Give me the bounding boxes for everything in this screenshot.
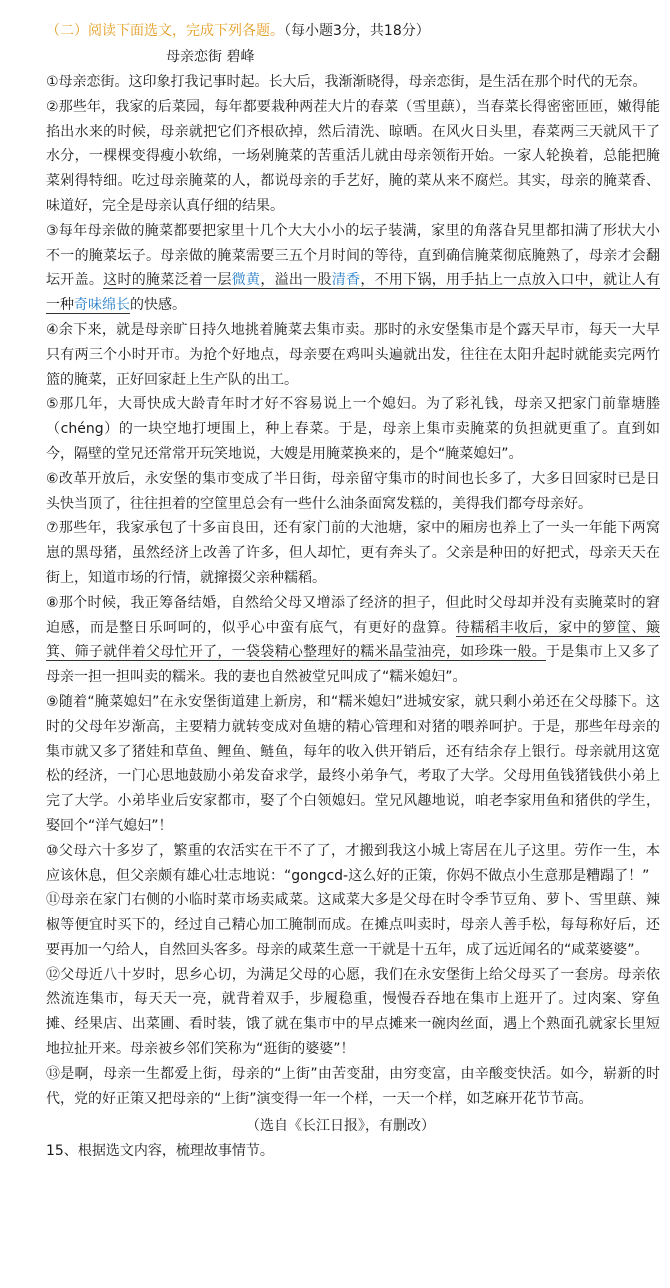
paragraph-13: ⑬是啊，母亲一生都爱上街，母亲的“上街”由苦变甜，由穷变富，由辛酸变快活。如今，崭新的时代，党的好正策又把母亲的“上街”演变得一年一个样，一天一个样，如芝麻开花节节高。 bbox=[46, 1065, 660, 1107]
paragraph-8-text: ⑧那个时候，我正筹备结婚，自然给父母又增添了经济的担子，但此时父母却并没有卖腌菜时的窘迫感，而是整日乐呵呵的，似乎心中蛮有底气，有更好的盘算。 bbox=[46, 594, 660, 636]
highlight-qiweimianchang: 奇味绵长 bbox=[74, 297, 130, 314]
paragraph-3-end: 的快感。 bbox=[130, 297, 186, 314]
underlined-part-3: ，不用下锅，用手拈上一点放入口中，就让人有一种 bbox=[46, 272, 661, 314]
paragraph-8-underlined: 待糯稻丰收后，家中的箩筐、簸箕、筛子就伴着父母忙开了，一袋袋精心整理好的糯米晶莹油亮，如珍珠一般。 bbox=[46, 619, 661, 661]
section-header bbox=[46, 18, 430, 44]
paragraph-3 bbox=[46, 219, 660, 318]
paragraph-7: ⑦那些年，我家承包了十多亩良田，还有家门前的大池塘，家中的厢房也养上了一头一年能下两窝崽的黑母猪，虽然经济上改善了许多，但人却忙，更有奔头了。父亲是种田的好把式，母亲天天在街上，知道市场的行情，就撺掇父亲种糯稻。 bbox=[46, 520, 660, 586]
paragraph-3-text: ③每年母亲做的腌菜都要把家里十几个大大小小的坛子装满，家里的角落旮旯里都扣满了形状大小不一的腌菜坛子。母亲做的腌菜需要三五个月时间的等待，直到确信腌菜彻底腌熟了，母亲才会翻坛开盖。 bbox=[46, 222, 660, 289]
underlined-part-1: 这时的腌菜泛着一层 bbox=[103, 272, 232, 289]
article-body bbox=[46, 70, 660, 1163]
paragraph-8-end: 于是集市上又多了母亲一担一担叫卖的糯米。我的妻也自然被堂兄叫成了“糯米媳妇”。 bbox=[46, 644, 660, 686]
section-header-score: （每小题3分，共18分） bbox=[284, 23, 430, 39]
highlight-weihuang: 微黄 bbox=[231, 272, 261, 289]
paragraph-5: ⑤那几年，大哥快成大龄青年时才好不容易说上一个媳妇。为了彩礼钱，母亲又把家门前靠塘塍（chéng）的一块空地打埂围上，种上春菜。于是，母亲上集市卖腌菜的负担就更重了。直到如今，隔壁的堂兄还常常开玩笑地说，大嫂是用腌菜换来的，是个“腌菜媳妇”。 bbox=[46, 396, 660, 462]
paragraph-10: ⑩父母六十多岁了，繁重的农活实在干不了了，才搬到我这小城上寄居在儿子这里。劳作一生，本应该休息，但父亲颇有雄心壮志地说：“gongcd-这么好的正策，你妈不做点小生意那是糟蹋了！” bbox=[46, 842, 660, 884]
paragraph-2: ②那些年，我家的后菜园，每年都要栽种两茬大片的春菜（雪里蕻），当春菜长得密密匝匝，嫩得能掐出水来的时候，母亲就把它们齐根砍掉，然后清洗、晾晒。在风火日头里，春菜两三天就风干了水分，一棵棵变得瘦小软绵，一场剁腌菜的苦重活儿就由母亲领衔开始。一家人轮换着，总能把腌菜剁得特细。吃过母亲腌菜的人，都说母亲的手艺好，腌的菜从来不腐烂。其实，母亲的腌菜香、味道好，完全是母亲认真仔细的结果。 bbox=[46, 98, 660, 214]
paragraph-9: ⑨随着“腌菜媳妇”在永安堡街道建上新房，和“糯米媳妇”进城安家，就只剩小弟还在父母膝下。这时的父母年岁渐高，主要精力就转变成对鱼塘的精心管理和对猪的喂养呵护。于是，那些年母亲的集市就又多了猪娃和草鱼、鲤鱼、鲢鱼，每年的收入供开销后，还有结余存上银行。母亲就用这宽松的经济，一门心思地鼓励小弟发奋求学，最终小弟争气，考取了大学。父母用鱼钱猪钱供小弟上完了大学。小弟毕业后安家都市，娶了个白领媳妇。堂兄风趣地说，咱老李家用鱼和猪供的学生，娶回个“洋气媳妇”！ bbox=[46, 693, 660, 834]
article-source: （选自《长江日报》，有删改） bbox=[246, 1118, 435, 1135]
paragraph-8 bbox=[46, 591, 660, 690]
article-title: 母亲恋街 碧峰 bbox=[166, 49, 255, 65]
section-header-instruction: （二）阅读下面选文，完成下列各题。 bbox=[46, 23, 284, 39]
underlined-part-2: ，溢出一股 bbox=[260, 272, 332, 289]
highlight-qingxiang: 清香 bbox=[331, 272, 361, 289]
paragraph-11: ⑪母亲在家门右侧的小临时菜市场卖咸菜。这咸菜大多是父母在时令季节豆角、萝卜、雪里蕻、辣椒等便宜时买下的，经过自己精心加工腌制而成。在摊点叫卖时，母亲人善手松，每每称好后，还要再加一勺给人，自然回头客多。母亲的咸菜生意一干就是十五年，成了远近闻名的“咸菜婆婆”。 bbox=[46, 892, 660, 958]
paragraph-1: ①母亲恋街。这印象打我记事时起。长大后，我渐渐晓得，母亲恋街，是生活在那个时代的无奈。 bbox=[46, 74, 647, 90]
paragraph-6: ⑥改革开放后，永安堡的集市变成了半日街，母亲留守集市的时间也长多了，大多日回家时已是日头快当顶了，往往担着的空筐里总会有一些什么油条面窝发糕的，美得我们都夸母亲好。 bbox=[46, 470, 660, 512]
paragraph-4: ④余下来，就是母亲旷日持久地挑着腌菜去集市卖。那时的永安堡集市是个露天早市，每天一大早只有两三个小时开市。为抢个好地点，母亲要在鸡叫头遍就出发，往往在太阳升起时就能卖完两竹篮的腌菜，正好回家赶上生产队的出工。 bbox=[46, 321, 660, 388]
question-15: 15、根据选文内容，梳理故事情节。 bbox=[46, 1143, 274, 1160]
paragraph-12: ⑫父母近八十岁时，思乡心切，为满足父母的心愿，我们在永安堡街上给父母买了一套房。母亲依然流连集市，每天天一亮，就背着双手，步履稳重，慢慢吞吞地在集市上逛开了。过肉案、穿鱼摊、经果店、出菜圃、看时装，饿了就在集市中的早点摊来一碗肉丝面，遇上个熟面孔就家长里短地拉扯开来。母亲被乡邻们笑称为“逛街的婆婆”！ bbox=[46, 966, 660, 1058]
